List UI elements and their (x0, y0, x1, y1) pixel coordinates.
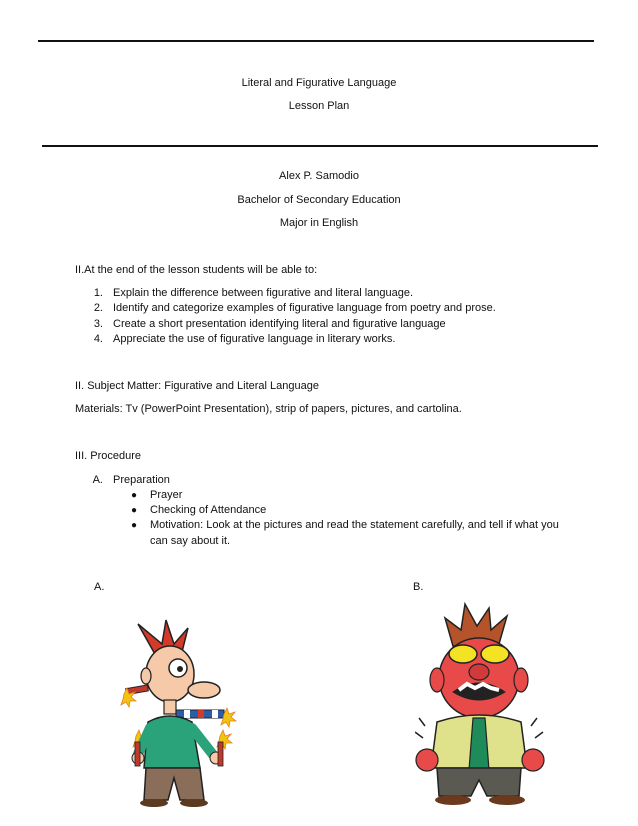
materials: Materials: Tv (PowerPoint Presentation), strip of papers, pictures, and cartolina. (75, 403, 462, 415)
author-degree: Bachelor of Secondary Education (237, 194, 401, 206)
list-text: Create a short presentation identifying literal and figurative language (113, 318, 446, 330)
list-text: Identify and categorize examples of figurative language from poetry and prose. (113, 302, 496, 314)
procedure-heading: III. Procedure (75, 450, 142, 462)
picture-a-label: A. (94, 581, 105, 593)
step-label: Preparation (113, 474, 170, 486)
document-title: Literal and Figurative Language (241, 77, 397, 89)
middle-rule (42, 145, 598, 147)
angry-man-illustration (415, 600, 565, 810)
motivation-text-line1: Motivation: Look at the pictures and read the statement carefully, and tell if what you (150, 519, 559, 531)
list-number: 1. (93, 287, 103, 299)
list-text: Checking of Attendance (150, 504, 267, 516)
excited-man-illustration (118, 618, 248, 808)
bullet-icon: ● (131, 505, 138, 516)
head-shape (146, 646, 194, 702)
list-text: Appreciate the use of figurative language in literary works. (113, 333, 396, 345)
author-major: Major in English (279, 217, 359, 229)
pants-shape (437, 768, 521, 796)
top-rule (38, 40, 594, 42)
bullet-icon: ● (131, 520, 138, 531)
objectives-intro: II.At the end of the lesson students will be able to: (75, 264, 318, 276)
glasses-shape (449, 645, 477, 663)
bullet-icon: ● (131, 490, 138, 501)
list-text: Explain the difference between figurative and literal language. (113, 287, 414, 299)
picture-b-label: B. (413, 581, 424, 593)
nose-shape (188, 682, 220, 698)
pants-shape (144, 768, 204, 800)
document-subtitle: Lesson Plan (288, 100, 350, 112)
list-text: Prayer (150, 489, 183, 501)
list-number: 4. (93, 333, 103, 345)
subject-matter: II. Subject Matter: Figurative and Literal Language (75, 380, 319, 392)
list-number: 2. (93, 302, 103, 314)
motivation-text-line2: can say about it. (150, 535, 231, 547)
nose-shape (469, 664, 489, 680)
author-name: Alex P. Samodio (279, 170, 359, 182)
step-letter: A. (92, 474, 103, 486)
list-number: 3. (93, 318, 103, 330)
